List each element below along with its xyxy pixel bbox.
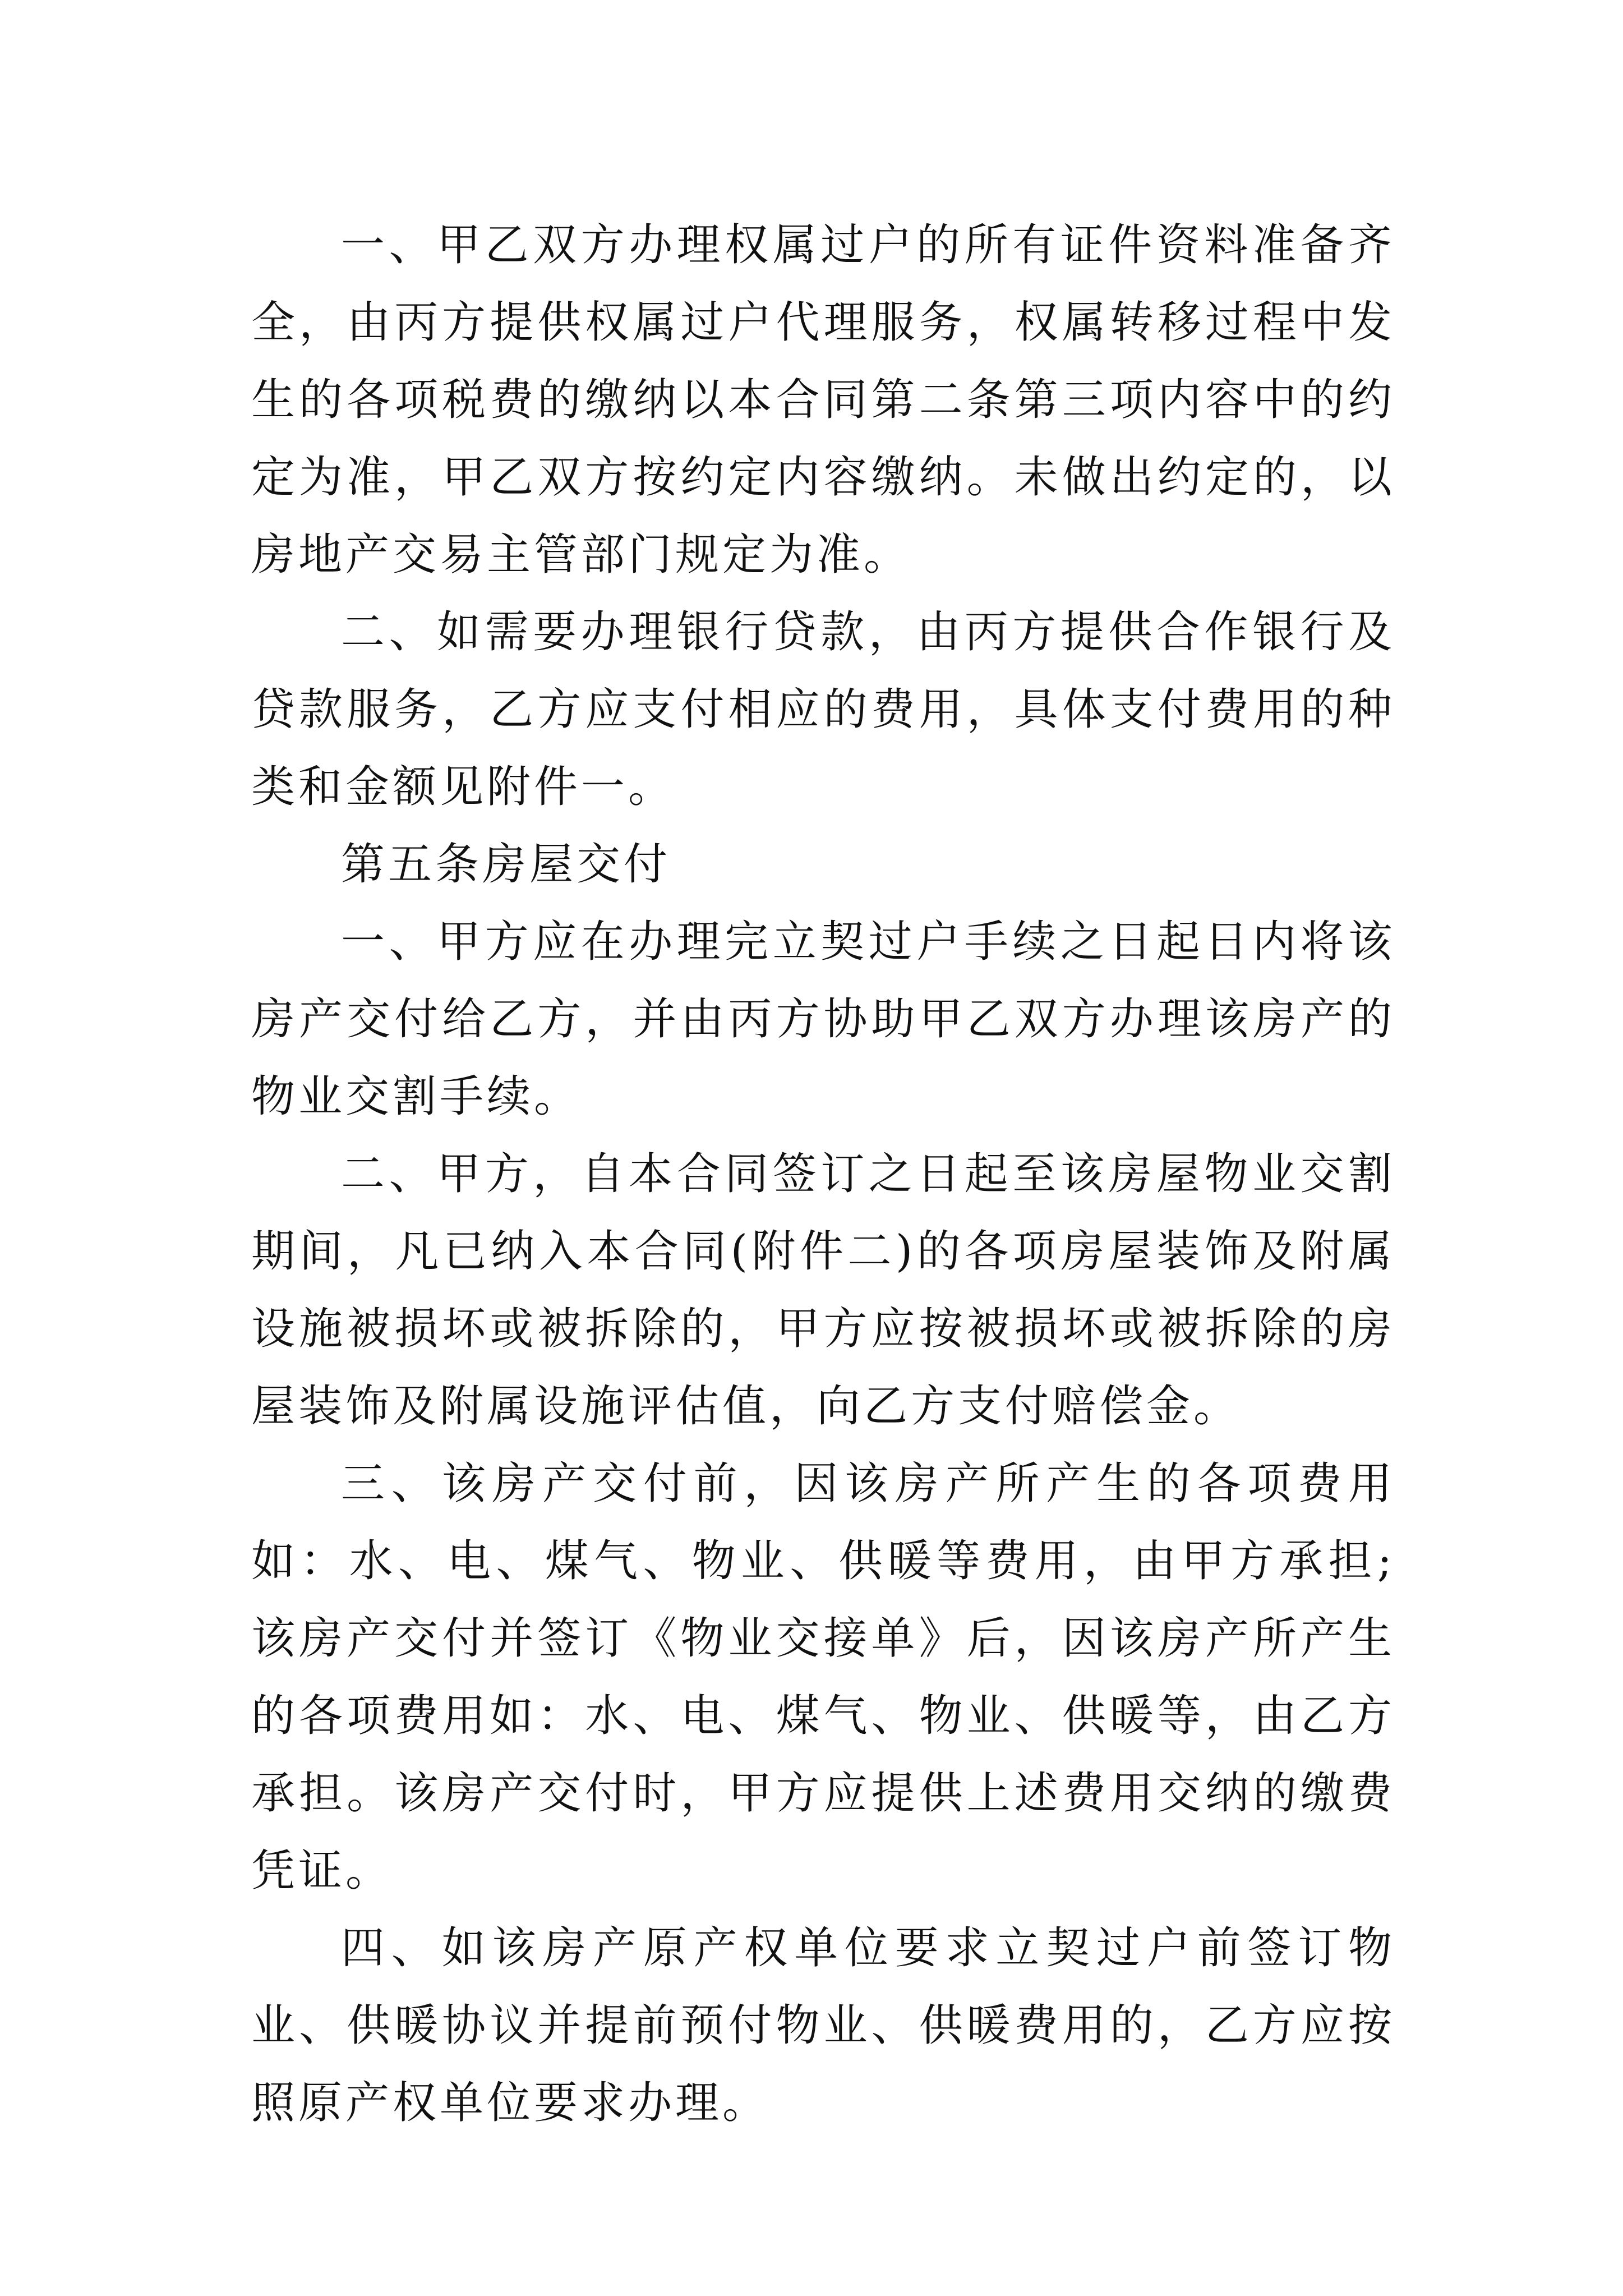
document-body xyxy=(251,206,1395,2142)
paragraph-bank-loan: 二、如需要办理银行贷款，由丙方提供合作银行及贷款服务，乙方应支付相应的费用，具体支付费用的种类和金额见附件一。 xyxy=(251,607,1395,812)
section-heading-article-5: 第五条房屋交付 xyxy=(341,839,671,890)
paragraph-delivery-handover: 一、甲方应在办理完立契过户手续之日起日内将该房产交付给乙方，并由丙方协助甲乙双方办理该房产的物业交割手续。 xyxy=(251,917,1395,1122)
paragraph-property-agreement: 四、如该房产原产权单位要求立契过户前签订物业、供暖协议并提前预付物业、供暖费用的，乙方应按照原产权单位要求办理。 xyxy=(251,1923,1395,2128)
paragraph-transfer-documents: 一、甲乙双方办理权属过户的所有证件资料准备齐全，由丙方提供权属过户代理服务，权属转移过程中发生的各项税费的缴纳以本合同第二条第三项内容中的约定为准，甲乙双方按约定内容缴纳。未做出约定的，以房地产交易主管部门规定为准。 xyxy=(251,220,1395,580)
paragraph-damage-compensation: 二、甲方，自本合同签订之日起至该房屋物业交割期间，凡已纳入本合同(附件二)的各项房屋装饰及附属设施被损坏或被拆除的，甲方应按被损坏或被拆除的房屋装饰及附属设施评估值，向乙方支付赔偿金。 xyxy=(251,1149,1395,1432)
paragraph-fees-responsibility: 三、该房产交付前，因该房产所产生的各项费用如：水、电、煤气、物业、供暖等费用，由甲方承担;该房产交付并签订《物业交接单》后，因该房产所产生的各项费用如：水、电、煤气、物业、供暖等，由乙方承担。该房产交付时，甲方应提供上述费用交纳的缴费凭证。 xyxy=(251,1458,1395,1896)
